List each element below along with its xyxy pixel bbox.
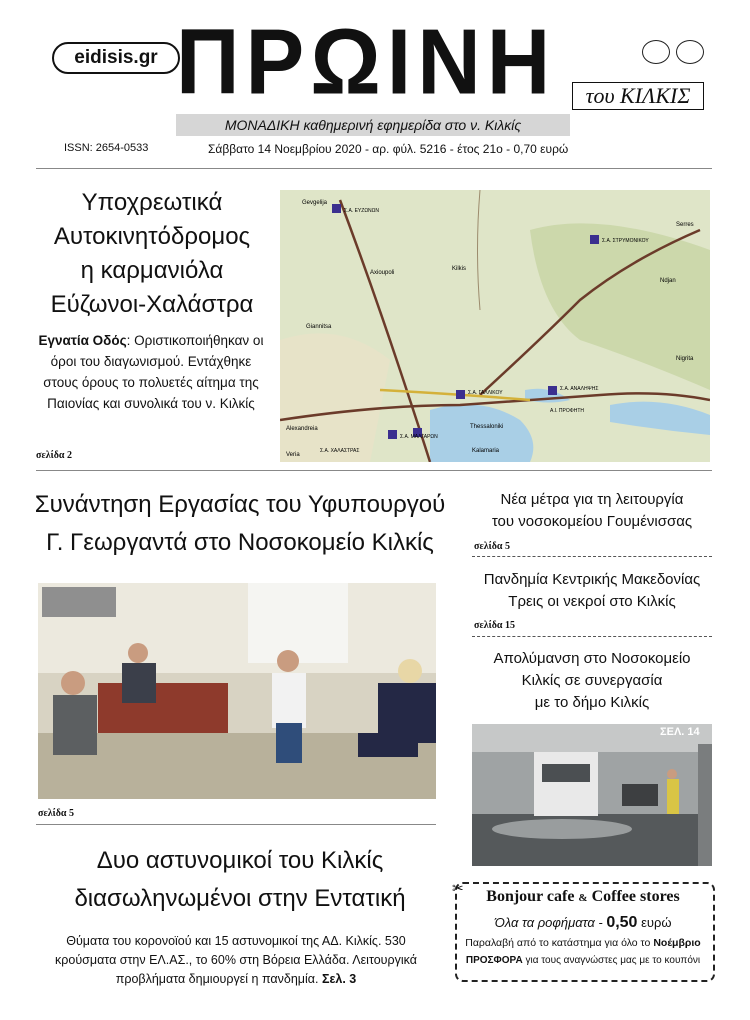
motto-bar: ΜΟΝΑΔΙΚΗ καθημερινή εφημερίδα στο ν. Κιλκίς [176, 114, 570, 136]
ad-title-b: Coffee stores [591, 888, 680, 905]
middle-headline-line: Συνάντηση Εργασίας του Υφυπουργού [34, 491, 446, 518]
map-label: Alexandreia [286, 426, 318, 432]
side-headline-line: του νοσοκομείου Γουμένισσας [491, 513, 693, 530]
bottom-headline[interactable] [30, 842, 450, 918]
side-headline-3[interactable] [472, 648, 712, 714]
top-page-ref[interactable]: σελίδα 2 [36, 450, 72, 461]
scissors-icon: ✂ [452, 880, 464, 896]
newspaper-title: ΠΡΩΙΝΗ [176, 9, 557, 114]
side-headline-line: Τρεις οι νεκροί στο Κιλκίς [508, 593, 676, 610]
ad-title-amp: & [578, 892, 588, 904]
map-graphic [280, 190, 710, 462]
issn: ISSN: 2654-0533 [64, 142, 149, 154]
side-headline-line: Πανδημία Κεντρικής Μακεδονίας [483, 571, 701, 588]
bottom-lead-ref[interactable]: Σελ. 3 [321, 972, 357, 986]
ad-line-3 [455, 955, 711, 966]
ad-title [455, 888, 711, 906]
side-photo-badge[interactable]: ΣΕΛ. 14 [660, 726, 700, 738]
ad-offer-prefix: Όλα τα ροφήματα - [494, 915, 603, 930]
section-divider [36, 470, 712, 471]
top-headline-line: η καρμανιόλα [80, 257, 224, 284]
map-label: Thessaloniki [470, 424, 504, 430]
map-label: Serres [676, 222, 694, 228]
top-lead [36, 330, 266, 414]
side-page-ref-2[interactable]: σελίδα 15 [474, 620, 515, 631]
middle-headline-line: Γ. Γεωργαντά στο Νοσοκομείο Κιλκίς [46, 529, 434, 556]
top-headline-line: Εύζωνοι-Χαλάστρα [50, 291, 254, 318]
middle-page-ref[interactable]: σελίδα 5 [38, 808, 74, 819]
map-label: Σ.Α. ΓΑΛΛΙΚΟΥ [468, 390, 503, 396]
ad-line-2-text: Παραλαβή από το κατάστημα για όλο το [465, 937, 651, 949]
map-label: Σ.Α. ΧΑΛΑΣΤΡΑΣ [320, 448, 360, 454]
top-headline-line: Υποχρεωτικά [81, 189, 223, 216]
map-label: Ndjan [660, 278, 676, 284]
side-headline-line: με το δήμο Κιλκίς [534, 694, 650, 711]
side-headline-2[interactable] [472, 569, 712, 613]
top-headline[interactable] [34, 186, 270, 322]
top-headline-line: Αυτοκινητόδρομος [53, 223, 251, 250]
disinfection-photo [472, 724, 712, 866]
hospital-meeting-photo [38, 583, 436, 799]
top-lead-text: : Οριστικοποιήθηκαν οι όροι του διαγωνισμού. Εντάχθηκε στους όρους το πολυετές αίτημα της Παιονίας και συνολικά του ν. Κιλκίς [43, 333, 264, 411]
bottom-headline-line: διασωληνωμένοι στην Εντατική [74, 885, 406, 912]
side-headline-1[interactable] [472, 489, 712, 533]
ad-line-3-bold: ΠΡΟΣΦΟΡΑ [465, 955, 523, 966]
side-page-ref-1[interactable]: σελίδα 5 [474, 541, 510, 552]
middle-headline[interactable] [30, 486, 450, 562]
section-divider [36, 824, 436, 825]
map-label: Α.Ι. ΠΡΟΦΗΤΗ [550, 408, 584, 414]
highway-map [280, 190, 710, 462]
map-label: Σ.Α. ΑΝΑΛΗΨΗΣ [560, 386, 599, 392]
map-label: Nigrita [676, 356, 694, 362]
photo-graphic [38, 583, 436, 799]
bottom-lead [36, 932, 436, 989]
side-headline-line: Απολύμανση στο Νοσοκομείο [493, 650, 691, 667]
ad-title-a: Bonjour cafe [486, 888, 575, 905]
bottom-lead-text: Θύματα του κορονοϊού και 15 αστυνομικοί της ΑΔ. Κιλκίς. 530 κρούσματα στην ΕΛ.ΑΣ., το 60% στη Βόρεια Ελλάδα. Λειτουργικά προβλήματα δημιουργεί η πανδημία. [55, 934, 417, 986]
ad-offer-price: 0,50 [606, 914, 638, 931]
ad-line-2-bold: Νοέμβριο [653, 937, 701, 949]
ad-offer-suffix: ευρώ [641, 915, 672, 930]
map-label: Kilkis [452, 266, 467, 272]
masthead-divider [36, 168, 712, 169]
side-divider [472, 556, 712, 557]
side-divider [472, 636, 712, 637]
side-headline-line: Κιλκίς σε συνεργασία [521, 672, 663, 689]
map-label: Σ.Α. ΜΑΛΓΑΡΩΝ [400, 434, 438, 440]
dateline: Σάββατο 14 Νοεμβρίου 2020 - αρ. φύλ. 5216 - έτος 21ο - 0,70 ευρώ [208, 142, 569, 156]
top-lead-bold: Εγνατία Οδός [38, 333, 127, 348]
ad-offer [455, 914, 711, 932]
map-label: Giannitsa [306, 324, 332, 330]
map-label: Gevgelija [302, 200, 328, 206]
photo-graphic [472, 724, 712, 866]
map-label: Σ.Α. ΕΥΖΩΝΩΝ [344, 208, 380, 214]
postage-stamp-icon [642, 40, 670, 64]
map-label: Axioupoli [370, 270, 395, 276]
map-label: Σ.Α. ΣΤΡΥΜΟΝΙΚΟΥ [602, 238, 649, 244]
site-badge: eidisis.gr [52, 42, 180, 74]
map-label: Veria [286, 452, 300, 458]
newspaper-subtitle: του ΚΙΛΚΙΣ [572, 82, 704, 110]
ad-line-2 [455, 937, 711, 949]
bottom-headline-line: Δυο αστυνομικοί του Κιλκίς [96, 847, 384, 874]
map-label: Kalamaria [472, 448, 500, 454]
ad-line-3-text: για τους αναγνώστες μας με το κουπόνι [525, 955, 701, 966]
elta-logo-icon [676, 40, 704, 64]
side-headline-line: Νέα μέτρα για τη λειτουργία [500, 491, 684, 508]
